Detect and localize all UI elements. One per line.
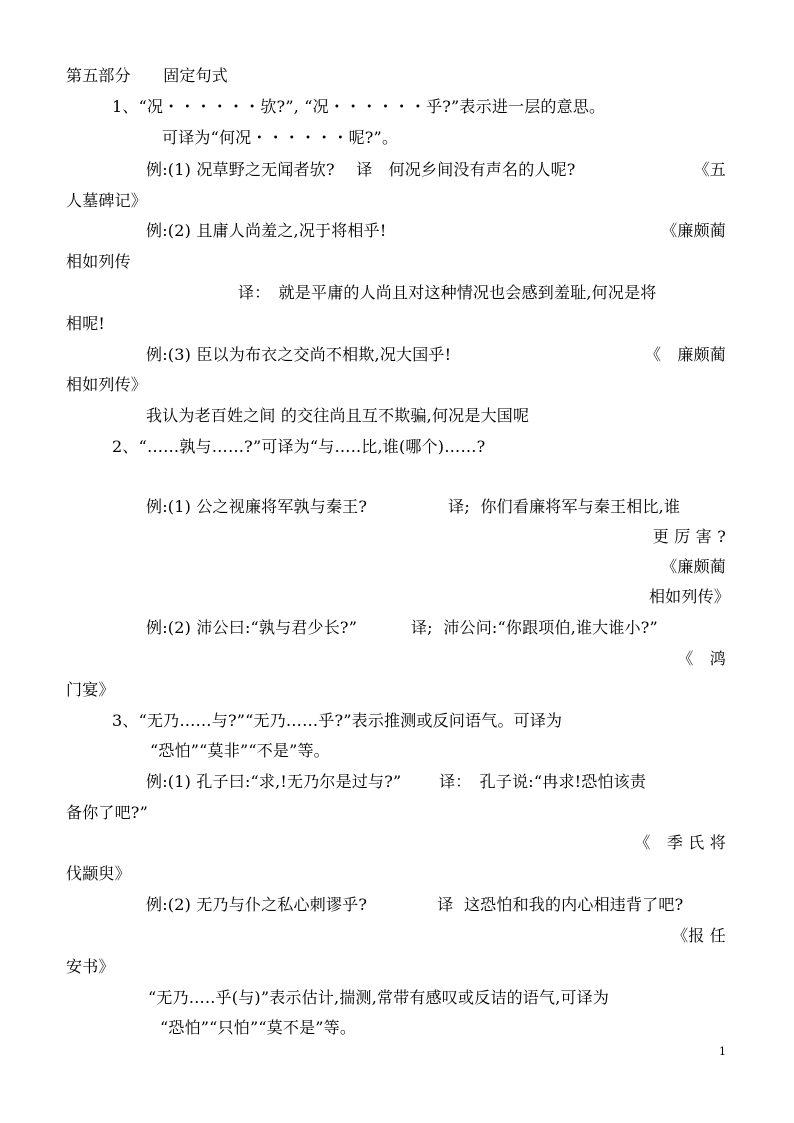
item-3-note-a: “无乃…..乎(与)”表示估计,揣测,常带有感叹或反诘的语气,可译为	[148, 988, 610, 1007]
item-1-example-2: 例:(2) 且庸人尚羞之,况于将相乎!	[146, 221, 387, 240]
item-3-example-1-source-a: 《 季 氏 将	[634, 833, 726, 852]
item-2-example-2-source-b: 门宴》	[66, 680, 115, 699]
item-1-example-2-translation-a: 译： 就是平庸的人尚且对这种情况也会感到羞耻,何况是将	[238, 283, 657, 302]
item-2-example-1-continued: 更 厉 害 ?	[652, 527, 726, 546]
item-2-example-1-source-a: 《廉颇蔺	[661, 557, 726, 576]
item-3-note-b: “恐怕”“只怕”“莫不是”等。	[160, 1018, 357, 1037]
item-3-translation: “恐怕”“莫非”“不是”等。	[150, 741, 330, 760]
item-1-example-1: 例:(1) 况草野之无闻者欤? 译 何况乡间没有声名的人呢?	[146, 160, 576, 179]
item-1-translation: 可译为“何况・・・・・・呢?”。	[162, 128, 399, 147]
item-1-example-1-source-a: 《五	[693, 160, 726, 179]
item-3-example-2-source-a: 《报 任	[672, 926, 726, 945]
page-number: 1	[719, 1045, 726, 1058]
item-1-example-1-source-b: 人墓碑记》	[66, 191, 148, 210]
item-3-example-2-source-b: 安书》	[66, 957, 115, 976]
item-2-example-2: 例:(2) 沛公曰:“孰与君少长?” 译; 沛公问:“你跟项伯,谁大谁小?”	[146, 618, 658, 637]
item-3-title: 3、“无乃……与?”“无乃……乎?”表示推测或反问语气。可译为	[112, 711, 563, 730]
item-2-example-1-source-b: 相如列传》	[648, 587, 730, 606]
item-1-example-2-source-b: 相如列传	[66, 252, 131, 271]
item-1-example-3-source-b: 相如列传》	[66, 375, 148, 394]
item-3-example-1-source-b: 伐颛臾》	[66, 864, 131, 883]
item-2-example-1: 例:(1) 公之视廉将军孰与秦王? 译; 你们看廉将军与秦王相比,谁	[146, 497, 681, 516]
item-2-title: 2、“……孰与……?”可译为“与…..比,谁(哪个)……?	[112, 437, 486, 456]
section-heading: 第五部分 固定句式	[66, 66, 229, 85]
item-1-title: 1、“况・・・・・・欤?”, “况・・・・・・乎?”表示进一层的意思。	[112, 97, 606, 116]
item-1-example-3-source-a: 《 廉颇蔺	[644, 345, 726, 364]
item-3-example-2: 例:(2) 无乃与仆之私心刺谬乎? 译 这恐怕和我的内心相违背了吧?	[146, 895, 684, 914]
item-3-example-1-continued: 备你了吧?”	[66, 803, 148, 822]
item-3-example-1: 例:(1) 孔子曰:“求,!无乃尔是过与?” 译： 孔子说:“冉求!恐怕该责	[146, 772, 647, 791]
item-2-example-2-source-a: 《 鸿	[677, 649, 726, 668]
item-1-example-2-source-a: 《廉颇蔺	[661, 221, 726, 240]
item-1-example-3: 例:(3) 臣以为布衣之交尚不相欺,况大国乎!	[146, 345, 452, 364]
item-1-example-2-translation-b: 相呢!	[66, 314, 106, 333]
item-1-example-3-translation: 我认为老百姓之间 的交往尚且互不欺骗,何况是大国呢	[146, 406, 530, 425]
